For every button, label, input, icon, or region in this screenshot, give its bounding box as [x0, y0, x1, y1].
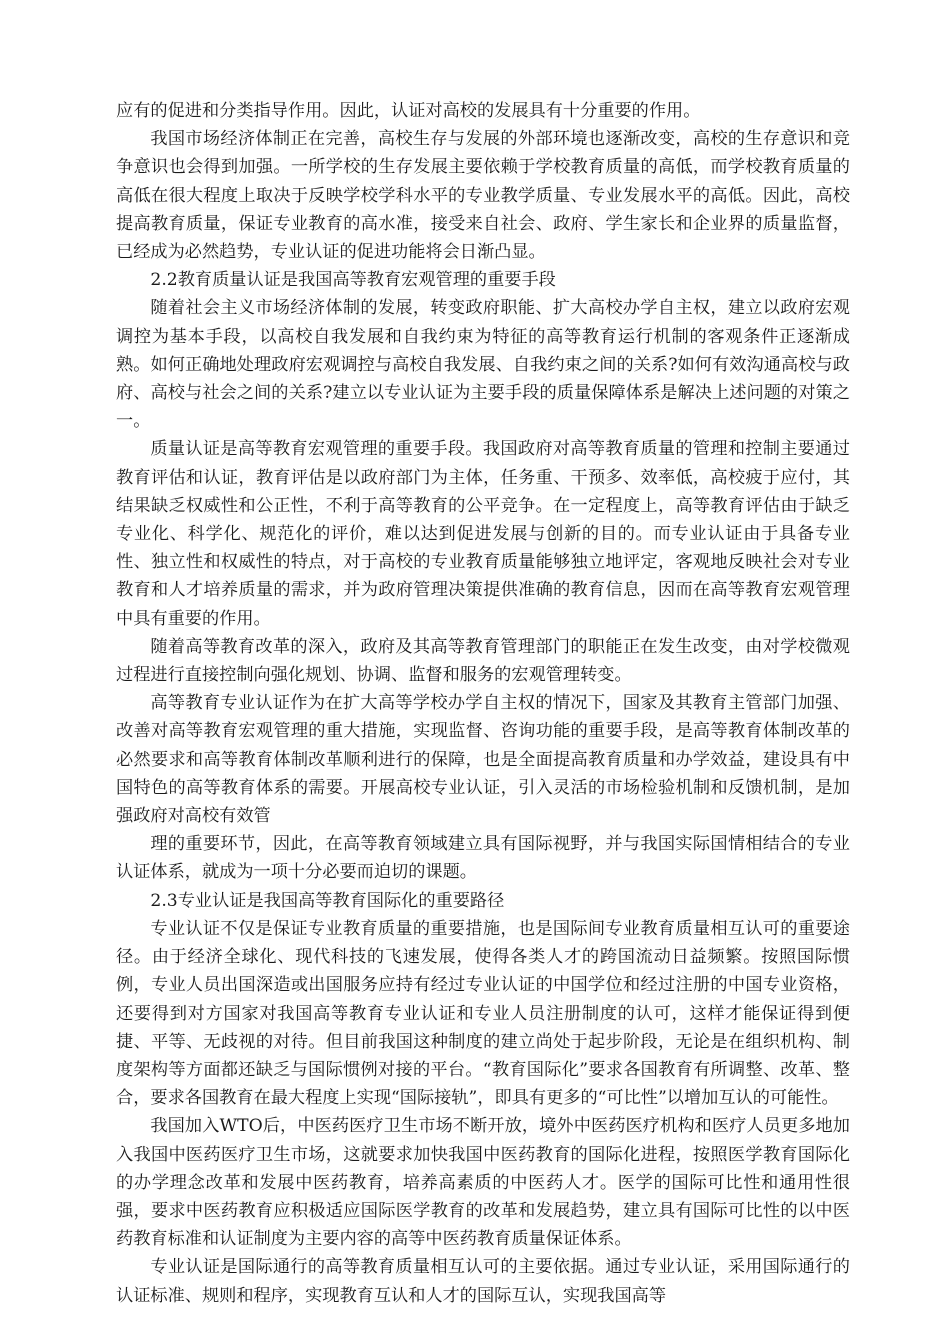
document-body: [116, 97, 850, 1310]
paragraph: 理的重要环节，因此，在高等教育领域建立具有国际视野，并与我国实际国情相结合的专业认证体系，就成为一项十分必要而迫切的课题。: [116, 834, 850, 883]
paragraph: 专业认证不仅是保证专业教育质量的重要措施，也是国际间专业教育质量相互认可的重要途径。由于经济全球化、现代科技的飞速发展，使得各类人才的跨国流动日益频繁。按照国际惯例，专业人员出国深造或出国服务应持有经过专业认证的中国学位和经过注册的中国专业资格，还要得到对方国家对我国高等教育专业认证和专业人员注册制度的认可，这样才能保证得到便捷、平等、无歧视的对待。但目前我国这种制度的建立尚处于起步阶段，无论是在组织机构、制度架构等方面都还缺乏与国际惯例对接的平台。“教育国际化”要求各国教育有所调整、改革、整合，要求各国教育在最大程度上实现“国际接轨”，即具有更多的“可比性”以增加互认的可能性。: [116, 918, 850, 1109]
paragraph: 应有的促进和分类指导作用。因此，认证对高校的发展具有十分重要的作用。: [116, 101, 701, 121]
section-heading: 2.3专业认证是我国高等教育国际化的重要路径: [150, 890, 505, 911]
paragraph: 高等教育专业认证作为在扩大高等学校办学自主权的情况下，国家及其教育主管部门加强、改善对高等教育宏观管理的重大措施，实现监督、咨询功能的重要手段，是高等教育体制改革的必然要求和高等教育体制改革顺利进行的保障，也是全面提高教育质量和办学效益，建设具有中国特色的高等教育体系的需要。开展高校专业认证，引入灵活的市场检验机制和反馈机制，是加强政府对高校有效管: [116, 693, 850, 827]
paragraph: 我国加入WTO后，中医药医疗卫生市场不断开放，境外中医药医疗机构和医疗人员更多地加入我国中医药医疗卫生市场，这就要求加快我国中医药教育的国际化进程，按照医学教育国际化的办学理念改革和发展中医药教育，培养高素质的中医药人才。医学的国际可比性和通用性很强，要求中医药教育应积极适应国际医学教育的改革和发展趋势，建立具有国际可比性的以中医药教育标准和认证制度为主要内容的高等中医药教育质量保证体系。: [116, 1116, 850, 1250]
paragraph: 专业认证是国际通行的高等教育质量相互认可的主要依据。通过专业认证，采用国际通行的认证标准、规则和程序，实现教育互认和人才的国际互认，实现我国高等: [116, 1257, 850, 1306]
section-heading: 2.2教育质量认证是我国高等教育宏观管理的重要手段: [150, 270, 556, 291]
paragraph: 随着高等教育改革的深入，政府及其高等教育管理部门的职能正在发生改变，由对学校微观过程进行直接控制向强化规划、协调、监督和服务的宏观管理转变。: [116, 636, 850, 686]
paragraph: 我国市场经济体制正在完善，高校生存与发展的外部环境也逐渐改变，高校的生存意识和竞争意识也会得到加强。一所学校的生存发展主要依赖于学校教育质量的高低，而学校教育质量的高低在很大程度上取决于反映学校学科水平的专业教学质量、专业发展水平的高低。因此，高校提高教育质量，保证专业教育的高水准，接受来自社会、政府、学生家长和企业界的质量监督，已经成为必然趋势，专业认证的促进功能将会日渐凸显。: [116, 129, 850, 263]
paragraph: 随着社会主义市场经济体制的发展，转变政府职能、扩大高校办学自主权，建立以政府宏观调控为基本手段，以高校自我发展和自我约束为特征的高等教育运行机制的客观条件正逐渐成熟。如何正确地处理政府宏观调控与高校自我发展、自我约束之间的关系?如何有效沟通高校与政府、高校与社会之间的关系?建立以专业认证为主要手段的质量保障体系是解决上述问题的对策之一。: [116, 298, 850, 432]
paragraph: 质量认证是高等教育宏观管理的重要手段。我国政府对高等教育质量的管理和控制主要通过教育评估和认证，教育评估是以政府部门为主体，任务重、干预多、效率低，高校疲于应付，其结果缺乏权威性和公正性，不利于高等教育的公平竞争。在一定程度上，高等教育评估由于缺乏专业化、科学化、规范化的评价，难以达到促进发展与创新的目的。而专业认证由于具备专业性、独立性和权威性的特点，对于高校的专业教育质量能够独立地评定，客观地反映社会对专业教育和人才培养质量的需求，并为政府管理决策提供准确的教育信息，因而在高等教育宏观管理中具有重要的作用。: [116, 439, 850, 629]
